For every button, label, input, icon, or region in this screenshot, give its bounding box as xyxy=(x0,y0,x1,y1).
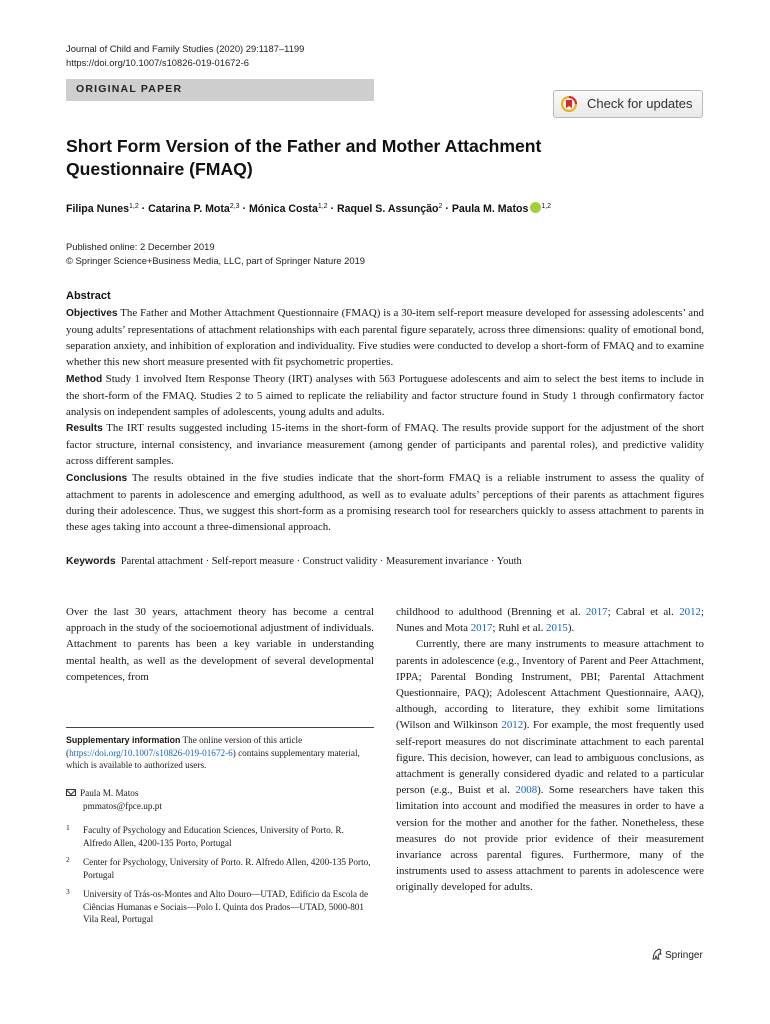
publisher-name: Springer xyxy=(665,950,703,961)
abstract-objectives xyxy=(66,305,704,371)
orcid-icon[interactable] xyxy=(530,202,541,213)
results-label: Results xyxy=(66,423,103,435)
citation-link[interactable]: 2008 xyxy=(515,784,538,797)
affiliation-item xyxy=(66,888,374,926)
citation-link[interactable]: 2015 xyxy=(546,622,568,635)
method-text: Study 1 involved Item Response Theory (IRT) analyses with 563 Portuguese adolescents and aim to select the best items to include in the short-form of the FMAQ. Studies 2 to 5 aimed to replicate the reliability and factor structure found in Study 1 through confirmatory factor analysis on independent samples of adolescents, young adults and adults. xyxy=(66,372,704,418)
article-title: Short Form Version of the Father and Mother Attachment Questionnaire (FMAQ) xyxy=(66,136,542,179)
author-list xyxy=(66,202,551,215)
check-for-updates-button[interactable] xyxy=(553,90,703,118)
body-text: ). xyxy=(567,622,575,635)
body-text: ). For example, the most frequently used self-report measures do not discriminate attachment to each parental figure. This decision, however, can lead to ambiguous conclusions, as attachment is generally considered dyadic and related to a particular person (e.g., Buist et al. xyxy=(396,719,704,797)
citation-link[interactable]: 2012 xyxy=(501,719,524,732)
supplementary-text: The online version of this article ( xyxy=(66,735,303,758)
author-affiliation: 1,2 xyxy=(128,203,139,210)
affiliation-number: 2 xyxy=(66,855,70,864)
journal-citation: Journal of Child and Family Studies (2020) 29:1187–1199 xyxy=(66,43,305,54)
conclusions-label: Conclusions xyxy=(66,472,128,484)
author-affiliation: 1,2 xyxy=(541,203,552,210)
author-separator: · xyxy=(242,203,247,215)
abstract-heading: Abstract xyxy=(66,290,111,302)
body-left-column xyxy=(66,604,374,685)
correspondence-name: Paula M. Matos xyxy=(80,788,139,798)
objectives-label: Objectives xyxy=(66,308,118,319)
author-name[interactable]: Mónica Costa xyxy=(248,203,318,215)
objectives-text: The Father and Mother Attachment Questionnaire (FMAQ) is a 30-item self-report measure developed for assessing adolescents’ and young adults’ representations of attachment relationships with each parental figure separately, across three dimensions: quality of emotional bond, separation anxiety, and inhibition of exploration and individuality. Five studies were conducted to develop a short-form of FMAQ and to examine whether this new short measure presented with fit psychometric properties. xyxy=(66,307,704,369)
affiliation-number: 3 xyxy=(66,887,70,896)
author-name[interactable]: Catarina P. Mota xyxy=(148,203,230,215)
affiliation-item xyxy=(66,824,374,849)
journal-header xyxy=(66,42,304,70)
correspondence-email[interactable]: pmmatos@fpce.up.pt xyxy=(83,800,162,811)
affiliation-text: Center for Psychology, University of Porto. R. Alfredo Allen, 4200-135 Porto, Portugal xyxy=(83,857,371,880)
citation-link[interactable]: 2017 xyxy=(470,622,493,635)
abstract-results xyxy=(66,420,704,469)
publication-info xyxy=(66,240,365,268)
publisher-logo xyxy=(651,948,703,961)
affiliation-text: University of Trás-os-Montes and Alto Douro—UTAD, Edifício da Escola de Ciências Humanas e Sociais—Polo I. Quinta dos Prados—UTAD, 5000-801 Vila Real, Portugal xyxy=(83,889,369,925)
author-affiliation: 2 xyxy=(438,203,443,210)
body-text: ; Ruhl et al. xyxy=(492,622,547,635)
article-type-banner xyxy=(66,79,374,101)
author-name[interactable]: Filipa Nunes xyxy=(66,203,129,215)
affiliation-item xyxy=(66,856,374,881)
abstract-body xyxy=(66,305,704,535)
keywords-label: Keywords xyxy=(66,556,116,567)
affiliation-number: 1 xyxy=(66,823,70,832)
body-text: ). Some researchers have taken this limitation into account and modified the measures in order to have a version for the mother and another for the father. Nonetheless, these measures do not provide prior evidence of their measurement invariance across parental figures. Furthermore, many of the instruments used to assess attachment to parents in adolescence were originally developed for adults. xyxy=(396,784,704,894)
body-paragraph: Over the last 30 years, attachment theory has become a central approach in the study of the socioemotional adjustment of individuals. Attachment to parents has been a key variable in understanding mental health, as well as the development of several developmental competences, from xyxy=(66,606,374,683)
author-name[interactable]: Raquel S. Assunção xyxy=(337,203,439,215)
author-name[interactable]: Paula M. Matos xyxy=(451,203,529,215)
springer-horse-icon xyxy=(651,948,663,960)
body-paragraph xyxy=(396,604,704,636)
citation-link[interactable]: 2017 xyxy=(585,606,608,618)
supplementary-label: Supplementary information xyxy=(66,735,181,745)
footnote-divider xyxy=(66,727,374,728)
author-separator: · xyxy=(445,203,449,215)
journal-doi[interactable]: https://doi.org/10.1007/s10826-019-01672-6 xyxy=(66,57,249,68)
article-type-label: ORIGINAL PAPER xyxy=(76,83,183,95)
author-affiliation: 2,3 xyxy=(229,203,240,210)
citation-link[interactable]: 2012 xyxy=(679,606,701,618)
method-label: Method xyxy=(66,373,103,385)
body-text: ; Nunes and Mota xyxy=(396,606,704,635)
abstract-conclusions xyxy=(66,470,704,536)
copyright-line: © Springer Science+Business Media, LLC, part of Springer Nature 2019 xyxy=(66,255,365,266)
envelope-icon xyxy=(66,789,76,796)
affiliation-text: Faculty of Psychology and Education Sciences, University of Porto. R. Alfredo Allen, 4200-135 Porto, Portugal xyxy=(83,825,344,848)
body-text: childhood to adulthood (Brenning et al. xyxy=(396,606,586,618)
keywords-text: Parental attachment · Self-report measure · Construct validity · Measurement invariance · Youth xyxy=(120,556,522,567)
conclusions-text: The results obtained in the five studies indicate that the short-form FMAQ is a reliable instrument to assess the quality of attachment to parents in adolescence and emerging adulthood, as well as to evaluate adults’ perceptions of their parents as attachment figures during their adolescence. Thus, we suggest this short-form as a promising research tool for researchers quickly to assess attachment to parents in these ages taking into account a three-dimensional approach. xyxy=(66,471,704,534)
body-text: ; Cabral et al. xyxy=(607,606,680,618)
body-right-column xyxy=(396,604,704,896)
author-separator: · xyxy=(141,203,146,215)
supplementary-link[interactable]: https://doi.org/10.1007/s10826-019-01672-6 xyxy=(69,747,233,758)
body-paragraph xyxy=(396,636,704,895)
check-for-updates-label: Check for updates xyxy=(587,96,693,111)
results-text: The IRT results suggested including 15-items in the short-form of FMAQ. The results provide support for the adjustment of the short factor structure, internal consistency, and invariance measurement (among gender of participants and parental roles), and predictive validity across different samples. xyxy=(66,422,705,468)
published-date: Published online: 2 December 2019 xyxy=(66,241,215,252)
body-text: Currently, there are many instruments to measure attachment to parents in adolescence (e.g., Inventory of Parent and Peer Attachment, IPPA; Parental Bonding Instrument, PBI; Parental Attachment Questionnaire, PAQ); Adolescent Attachment Questionnaire, AAQ), although, according to literature, they exhibit some limitations (Wilson and Wilkinson xyxy=(396,638,704,732)
author-affiliation: 1,2 xyxy=(317,203,328,210)
author-separator: · xyxy=(330,203,335,215)
check-for-updates-icon xyxy=(561,96,577,112)
supplementary-text: ) contains supplementary material, which is available to authorized users. xyxy=(66,747,360,771)
abstract-method xyxy=(66,371,704,420)
correspondence xyxy=(66,787,162,812)
keywords xyxy=(66,556,522,567)
supplementary-info xyxy=(66,734,374,772)
